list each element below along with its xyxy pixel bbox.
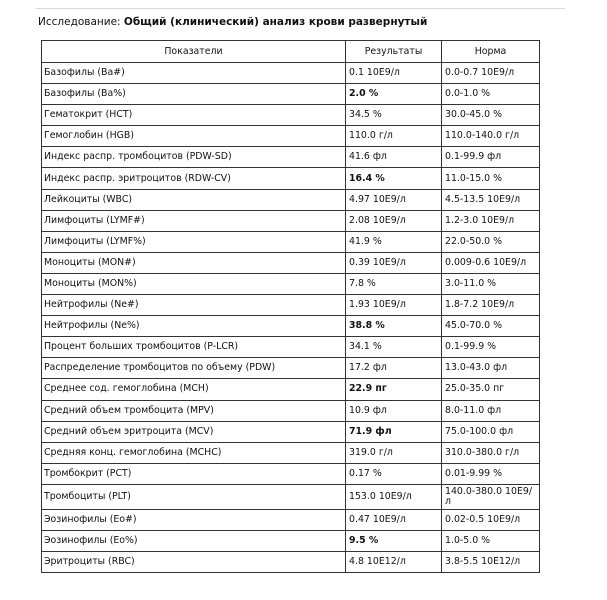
norm-range: 30.0-45.0 % <box>442 105 540 126</box>
norm-range: 0.009-0.6 10E9/л <box>442 252 540 273</box>
result-value: 71.9 фл <box>346 421 442 442</box>
table-row <box>42 400 540 421</box>
table-row <box>42 552 540 573</box>
norm-range: 0.1-99.9 % <box>442 337 540 358</box>
study-title: Общий (клинический) анализ крови развернутый <box>123 16 428 28</box>
norm-range: 22.0-50.0 % <box>442 231 540 252</box>
indicator-name: Средняя конц. гемоглобина (MCHC) <box>42 442 346 463</box>
result-value: 16.4 % <box>346 168 442 189</box>
result-value: 0.1 10E9/л <box>346 63 442 84</box>
results-table <box>41 40 540 573</box>
result-value: 7.8 % <box>346 273 442 294</box>
norm-range: 45.0-70.0 % <box>442 316 540 337</box>
result-value: 4.8 10E12/л <box>346 552 442 573</box>
indicator-name: Базофилы (Ba%) <box>42 84 346 105</box>
result-value: 9.5 % <box>346 530 442 551</box>
result-value: 22.9 пг <box>346 379 442 400</box>
table-row <box>42 210 540 231</box>
indicator-name: Нейтрофилы (Ne%) <box>42 316 346 337</box>
indicator-name: Процент больших тромбоцитов (P-LCR) <box>42 337 346 358</box>
result-value: 17.2 фл <box>346 358 442 379</box>
indicator-name: Гематокрит (HCT) <box>42 105 346 126</box>
norm-range: 0.01-9.99 % <box>442 463 540 484</box>
table-row <box>42 337 540 358</box>
table-row <box>42 379 540 400</box>
norm-range: 310.0-380.0 г/л <box>442 442 540 463</box>
result-value: 1.93 10E9/л <box>346 295 442 316</box>
norm-range: 3.0-11.0 % <box>442 273 540 294</box>
norm-range: 0.02-0.5 10E9/л <box>442 509 540 530</box>
table-row <box>42 442 540 463</box>
study-heading <box>38 16 427 28</box>
indicator-name: Эозинофилы (Eo#) <box>42 509 346 530</box>
table-row <box>42 484 540 509</box>
table-row <box>42 252 540 273</box>
indicator-name: Средний объем эритроцита (MCV) <box>42 421 346 442</box>
table-row <box>42 463 540 484</box>
norm-range: 4.5-13.5 10E9/л <box>442 189 540 210</box>
table-row <box>42 295 540 316</box>
indicator-name: Лейкоциты (WBC) <box>42 189 346 210</box>
result-value: 2.08 10E9/л <box>346 210 442 231</box>
indicator-name: Средний объем тромбоцита (MPV) <box>42 400 346 421</box>
norm-range: 75.0-100.0 фл <box>442 421 540 442</box>
header-indicators: Показатели <box>42 41 346 63</box>
table-row <box>42 189 540 210</box>
table-header-row <box>42 41 540 63</box>
result-value: 2.0 % <box>346 84 442 105</box>
header-results: Результаты <box>346 41 442 63</box>
study-label: Исследование: <box>38 16 121 28</box>
result-value: 319.0 г/л <box>346 442 442 463</box>
norm-range: 0.1-99.9 фл <box>442 147 540 168</box>
indicator-name: Тромбоциты (PLT) <box>42 484 346 509</box>
result-value: 4.97 10E9/л <box>346 189 442 210</box>
indicator-name: Эритроциты (RBC) <box>42 552 346 573</box>
indicator-name: Распределение тромбоцитов по объему (PDW) <box>42 358 346 379</box>
norm-range: 1.0-5.0 % <box>442 530 540 551</box>
table-row <box>42 509 540 530</box>
result-value: 41.9 % <box>346 231 442 252</box>
result-value: 10.9 фл <box>346 400 442 421</box>
indicator-name: Моноциты (MON%) <box>42 273 346 294</box>
table-row <box>42 105 540 126</box>
result-value: 34.1 % <box>346 337 442 358</box>
norm-range: 0.0-1.0 % <box>442 84 540 105</box>
indicator-name: Лимфоциты (LYMF#) <box>42 210 346 231</box>
indicator-name: Индекс распр. тромбоцитов (PDW-SD) <box>42 147 346 168</box>
table-row <box>42 530 540 551</box>
result-value: 38.8 % <box>346 316 442 337</box>
result-value: 153.0 10E9/л <box>346 484 442 509</box>
result-value: 110.0 г/л <box>346 126 442 147</box>
table-row <box>42 421 540 442</box>
norm-range: 1.8-7.2 10E9/л <box>442 295 540 316</box>
header-norm: Норма <box>442 41 540 63</box>
indicator-name: Базофилы (Ba#) <box>42 63 346 84</box>
norm-range: 3.8-5.5 10E12/л <box>442 552 540 573</box>
result-value: 41.6 фл <box>346 147 442 168</box>
indicator-name: Индекс распр. эритроцитов (RDW-CV) <box>42 168 346 189</box>
indicator-name: Эозинофилы (Eo%) <box>42 530 346 551</box>
indicator-name: Лимфоциты (LYMF%) <box>42 231 346 252</box>
norm-range: 1.2-3.0 10E9/л <box>442 210 540 231</box>
table-row <box>42 231 540 252</box>
result-value: 0.17 % <box>346 463 442 484</box>
indicator-name: Тромбокрит (PCT) <box>42 463 346 484</box>
norm-range: 11.0-15.0 % <box>442 168 540 189</box>
table-row <box>42 273 540 294</box>
norm-range: 110.0-140.0 г/л <box>442 126 540 147</box>
norm-range: 140.0-380.0 10E9/л <box>442 484 540 509</box>
result-value: 34.5 % <box>346 105 442 126</box>
indicator-name: Среднее сод. гемоглобина (MCH) <box>42 379 346 400</box>
indicator-name: Моноциты (MON#) <box>42 252 346 273</box>
indicator-name: Гемоглобин (HGB) <box>42 126 346 147</box>
table-row <box>42 84 540 105</box>
table-row <box>42 126 540 147</box>
table-row <box>42 63 540 84</box>
norm-range: 25.0-35.0 пг <box>442 379 540 400</box>
top-divider <box>36 8 565 9</box>
table-row <box>42 316 540 337</box>
result-value: 0.47 10E9/л <box>346 509 442 530</box>
indicator-name: Нейтрофилы (Ne#) <box>42 295 346 316</box>
table-row <box>42 168 540 189</box>
norm-range: 8.0-11.0 фл <box>442 400 540 421</box>
table-row <box>42 147 540 168</box>
table-body <box>42 63 540 573</box>
result-value: 0.39 10E9/л <box>346 252 442 273</box>
norm-range: 0.0-0.7 10E9/л <box>442 63 540 84</box>
table-row <box>42 358 540 379</box>
norm-range: 13.0-43.0 фл <box>442 358 540 379</box>
